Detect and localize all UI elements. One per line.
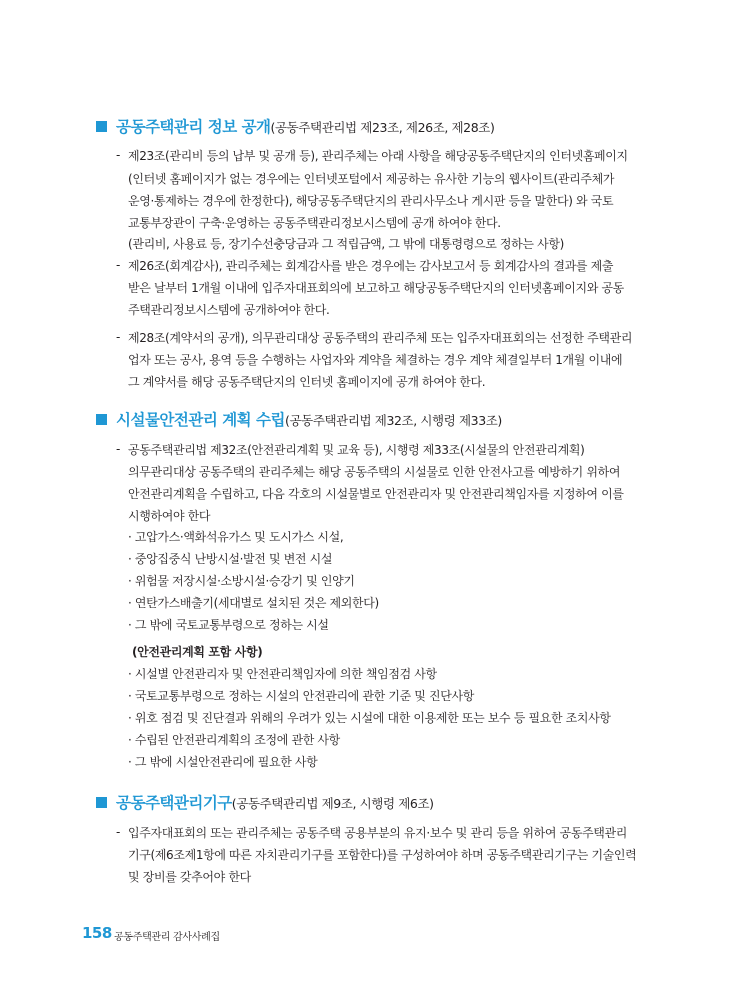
text-line: 입주자대표회의 또는 관리주체는 공동주택 공용부분의 유지·보수 및 관리 등을 위하여 공동주택관리 — [128, 826, 628, 840]
dash-bullet: - — [116, 148, 121, 162]
list-item: · 국토교통부령으로 정하는 시설의 안전관리에 관한 기준 및 진단사항 — [128, 689, 474, 703]
section-heading-info-disclosure — [96, 115, 494, 137]
text-line: 제23조(관리비 등의 납부 및 공개 등), 관리주체는 아래 사항을 해당공동주택단지의 인터넷홈페이지 — [128, 149, 628, 163]
section-title: 시설물안전관리 계획 수립 — [116, 411, 285, 429]
text-line: 제26조(회계감사), 관리주체는 회계감사를 받은 경우에는 감사보고서 등 회계감사의 결과를 제출 — [128, 259, 614, 273]
text-line: (인터넷 홈페이지가 없는 경우에는 인터넷포털에서 제공하는 유사한 기능의 웹사이트(관리주체가 — [128, 172, 615, 186]
subheading: (안전관리계획 포함 사항) — [132, 645, 263, 659]
dash-bullet: - — [116, 258, 121, 272]
text-line: 주택관리정보시스템에 공개하여야 한다. — [128, 303, 330, 317]
running-footer-title: 공동주택관리 감사사례집 — [114, 932, 220, 943]
list-item: · 그 밖에 시설안전관리에 필요한 사항 — [128, 755, 318, 769]
text-line: 그 계약서를 해당 공동주택단지의 인터넷 홈페이지에 공개 하여야 한다. — [128, 375, 486, 389]
section-ref: (공동주택관리법 제23조, 제26조, 제28조) — [270, 120, 495, 135]
dash-bullet: - — [116, 825, 121, 839]
list-item: · 수립된 안전관리계획의 조정에 관한 사항 — [128, 733, 340, 747]
text-line: 시행하여야 한다 — [128, 509, 211, 523]
text-line: (관리비, 사용료 등, 장기수선충당금과 그 적립금액, 그 밖에 대통령령으로 정하는 사항) — [128, 237, 564, 251]
text-line: 제28조(계약서의 공개), 의무관리대상 공동주택의 관리주체 또는 입주자대표회의는 선정한 주택관리 — [128, 331, 633, 345]
list-item: · 그 밖에 국토교통부령으로 정하는 시설 — [128, 618, 329, 632]
text-line: 교통부장관이 구축·운영하는 공동주택관리정보시스템에 공개 하여야 한다. — [128, 216, 501, 230]
text-line: 안전관리계획을 수립하고, 다음 각호의 시설물별로 안전관리자 및 안전관리책임자를 지정하여 이를 — [128, 487, 624, 501]
square-bullet-icon — [96, 414, 107, 425]
text-line: 및 장비를 갖추어야 한다 — [128, 870, 251, 884]
section-title: 공동주택관리 정보 공개 — [116, 118, 271, 136]
list-item: · 연탄가스배출기(세대별로 설치된 것은 제외한다) — [128, 596, 379, 610]
list-item: · 시설별 안전관리자 및 안전관리책임자에 의한 책임점검 사항 — [128, 667, 437, 681]
text-line: 운영·통제하는 경우에 한정한다), 해당공동주택단지의 관리사무소나 게시판 등을 말한다) 와 국토 — [128, 194, 614, 208]
dash-bullet: - — [116, 330, 121, 344]
dash-bullet: - — [116, 442, 121, 456]
list-item: · 고압가스·액화석유가스 및 도시가스 시설, — [128, 530, 344, 544]
list-item: · 위험물 저장시설·소방시설·승강기 및 인양기 — [128, 574, 355, 588]
text-line: 공동주택관리법 제32조(안전관리계획 및 교육 등), 시행령 제33조(시설물의 안전관리계획) — [128, 443, 585, 457]
text-line: 기구(제6조제1항에 따른 자치관리기구를 포함한다)를 구성하여야 하며 공동주택관리기구는 기술인력 — [128, 848, 637, 862]
text-line: 의무관리대상 공동주택의 관리주체는 해당 공동주택의 시설물로 인한 안전사고를 예방하기 위하여 — [128, 465, 621, 479]
page-number: 158 — [82, 924, 112, 942]
section-ref: (공동주택관리법 제32조, 시행령 제33조) — [285, 413, 502, 428]
text-line: 받은 날부터 1개월 이내에 입주자대표회의에 보고하고 해당공동주택단지의 인터넷홈페이지와 공동 — [128, 281, 624, 295]
section-ref: (공동주택관리법 제9조, 시행령 제6조) — [231, 796, 434, 811]
square-bullet-icon — [96, 121, 107, 132]
section-title: 공동주택관리기구 — [116, 794, 232, 812]
text-line: 업자 또는 공사, 용역 등을 수행하는 사업자와 계약을 체결하는 경우 계약 체결일부터 1개월 이내에 — [128, 353, 623, 367]
list-item: · 중앙집중식 난방시설·발전 및 변전 시설 — [128, 552, 333, 566]
section-heading-management-body — [96, 791, 434, 813]
section-heading-safety-plan — [96, 408, 502, 430]
square-bullet-icon — [96, 797, 107, 808]
list-item: · 위호 점검 및 진단결과 위해의 우려가 있는 시설에 대한 이용제한 또는 보수 등 필요한 조치사항 — [128, 711, 611, 725]
